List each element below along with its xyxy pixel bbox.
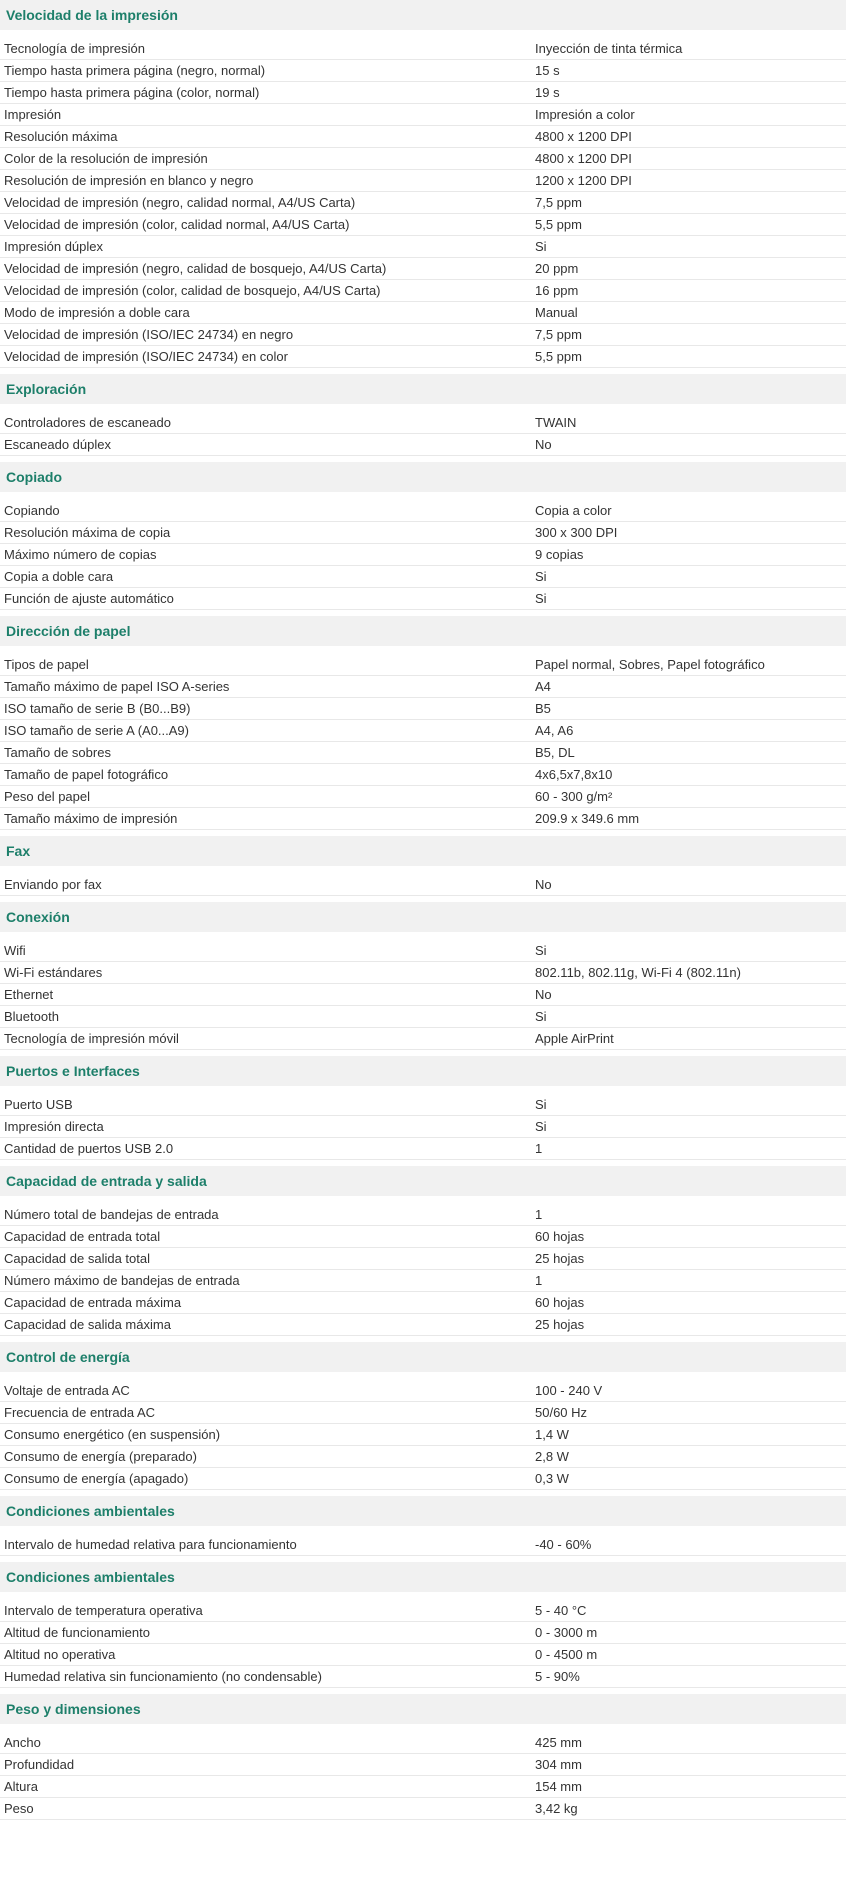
spec-section — [0, 616, 846, 836]
spec-value: 9 copias — [535, 547, 584, 562]
spec-row — [0, 412, 846, 434]
spec-row — [0, 1644, 846, 1666]
spec-row — [0, 654, 846, 676]
spec-value: 1 — [535, 1273, 543, 1288]
spec-row — [0, 764, 846, 786]
spec-value: 209.9 x 349.6 mm — [535, 811, 640, 826]
spec-row — [0, 588, 846, 610]
spec-value: 16 ppm — [535, 283, 579, 298]
spec-label: Resolución de impresión en blanco y negro — [4, 173, 254, 188]
spec-row — [0, 1292, 846, 1314]
spec-label: Humedad relativa sin funcionamiento (no condensable) — [4, 1669, 322, 1684]
spec-value: 4800 x 1200 DPI — [535, 151, 632, 166]
spec-label: Capacidad de salida total — [4, 1251, 150, 1266]
spec-row — [0, 1446, 846, 1468]
spec-row — [0, 192, 846, 214]
section-spacer — [0, 932, 846, 940]
spec-value: 100 - 240 V — [535, 1383, 603, 1398]
spec-label: Copia a doble cara — [4, 569, 114, 584]
spec-row — [0, 1028, 846, 1050]
spec-value: 0 - 3000 m — [535, 1625, 598, 1640]
spec-label: Intervalo de humedad relativa para funcionamiento — [4, 1537, 297, 1552]
spec-value: 3,42 kg — [535, 1801, 578, 1816]
spec-label: Wifi — [4, 943, 26, 958]
spec-label: Número máximo de bandejas de entrada — [4, 1273, 240, 1288]
spec-value: 50/60 Hz — [535, 1405, 588, 1420]
spec-row — [0, 346, 846, 368]
spec-value: 5 - 40 °C — [535, 1603, 587, 1618]
spec-label: Copiando — [4, 503, 60, 518]
section-title: Fax — [0, 836, 846, 866]
spec-value: Si — [535, 1119, 547, 1134]
section-spacer — [0, 492, 846, 500]
spec-value: 60 hojas — [535, 1229, 585, 1244]
spec-value: 60 hojas — [535, 1295, 585, 1310]
spec-label: Cantidad de puertos USB 2.0 — [4, 1141, 174, 1156]
spec-value: 304 mm — [535, 1757, 582, 1772]
section-spacer — [0, 1372, 846, 1380]
spec-label: Altitud de funcionamiento — [4, 1625, 150, 1640]
spec-row — [0, 104, 846, 126]
spec-label: Controladores de escaneado — [4, 415, 171, 430]
spec-label: ISO tamaño de serie A (A0...A9) — [4, 723, 189, 738]
spec-value: No — [535, 877, 552, 892]
spec-section — [0, 902, 846, 1056]
spec-value: TWAIN — [535, 415, 577, 430]
spec-section — [0, 1694, 846, 1826]
spec-row — [0, 698, 846, 720]
spec-value: No — [535, 437, 552, 452]
spec-label: Velocidad de impresión (negro, calidad de bosquejo, A4/US Carta) — [4, 261, 387, 276]
spec-value: Papel normal, Sobres, Papel fotográfico — [535, 657, 765, 672]
spec-label: Capacidad de salida máxima — [4, 1317, 171, 1332]
spec-value: 1 — [535, 1141, 543, 1156]
spec-value: 5 - 90% — [535, 1669, 580, 1684]
spec-row — [0, 1732, 846, 1754]
spec-value: 0 - 4500 m — [535, 1647, 598, 1662]
section-spacer — [0, 646, 846, 654]
spec-row — [0, 676, 846, 698]
spec-label: Tiempo hasta primera página (negro, normal) — [4, 63, 266, 78]
spec-value: Si — [535, 591, 547, 606]
spec-label: Velocidad de impresión (negro, calidad normal, A4/US Carta) — [4, 195, 356, 210]
section-title: Dirección de papel — [0, 616, 846, 646]
section-spacer — [0, 1724, 846, 1732]
spec-value: 7,5 ppm — [535, 327, 582, 342]
spec-label: Intervalo de temperatura operativa — [4, 1603, 203, 1618]
spec-label: Impresión dúplex — [4, 239, 103, 254]
spec-value: Si — [535, 943, 547, 958]
section-title: Copiado — [0, 462, 846, 492]
section-title: Capacidad de entrada y salida — [0, 1166, 846, 1196]
spec-row — [0, 214, 846, 236]
spec-row — [0, 1424, 846, 1446]
section-title: Exploración — [0, 374, 846, 404]
spec-row — [0, 280, 846, 302]
spec-label: Ethernet — [4, 987, 54, 1002]
spec-row — [0, 1094, 846, 1116]
spec-value: 25 hojas — [535, 1251, 585, 1266]
section-title: Conexión — [0, 902, 846, 932]
spec-section — [0, 1342, 846, 1496]
spec-value: Si — [535, 1097, 547, 1112]
spec-label: Velocidad de impresión (ISO/IEC 24734) en color — [4, 349, 288, 364]
spec-row — [0, 1622, 846, 1644]
section-title: Condiciones ambientales — [0, 1562, 846, 1592]
spec-label: Tamaño de sobres — [4, 745, 111, 760]
spec-value: Impresión a color — [535, 107, 635, 122]
spec-label: Altitud no operativa — [4, 1647, 116, 1662]
spec-row — [0, 38, 846, 60]
spec-label: Puerto USB — [4, 1097, 73, 1112]
spec-value: 15 s — [535, 63, 560, 78]
spec-label: Ancho — [4, 1735, 41, 1750]
spec-label: Función de ajuste automático — [4, 591, 174, 606]
spec-label: Capacidad de entrada máxima — [4, 1295, 182, 1310]
spec-label: Peso — [4, 1801, 34, 1816]
spec-row — [0, 1226, 846, 1248]
spec-section — [0, 1166, 846, 1342]
spec-row — [0, 82, 846, 104]
spec-row — [0, 236, 846, 258]
spec-label: Tipos de papel — [4, 657, 89, 672]
spec-value: No — [535, 987, 552, 1002]
spec-label: Impresión — [4, 107, 62, 122]
section-title: Control de energía — [0, 1342, 846, 1372]
section-spacer — [0, 404, 846, 412]
spec-value: 60 - 300 g/m² — [535, 789, 613, 804]
spec-value: Inyección de tinta térmica — [535, 41, 683, 56]
spec-section — [0, 374, 846, 462]
spec-row — [0, 126, 846, 148]
spec-value: 7,5 ppm — [535, 195, 582, 210]
spec-value: Si — [535, 569, 547, 584]
spec-label: Consumo de energía (apagado) — [4, 1471, 189, 1486]
section-spacer — [0, 1196, 846, 1204]
spec-label: Altura — [4, 1779, 38, 1794]
spec-label: Voltaje de entrada AC — [4, 1383, 130, 1398]
spec-label: Enviando por fax — [4, 877, 102, 892]
spec-section — [0, 1056, 846, 1166]
spec-value: 154 mm — [535, 1779, 582, 1794]
spec-value: Si — [535, 239, 547, 254]
spec-section — [0, 1496, 846, 1562]
spec-label: Frecuencia de entrada AC — [4, 1405, 156, 1420]
spec-label: Consumo de energía (preparado) — [4, 1449, 197, 1464]
spec-label: Impresión directa — [4, 1119, 104, 1134]
spec-label: Profundidad — [4, 1757, 75, 1772]
spec-value: A4, A6 — [535, 723, 574, 738]
spec-section — [0, 836, 846, 902]
section-gap — [0, 1820, 846, 1826]
section-spacer — [0, 866, 846, 874]
spec-value: 802.11b, 802.11g, Wi-Fi 4 (802.11n) — [535, 965, 741, 980]
spec-label: ISO tamaño de serie B (B0...B9) — [4, 701, 191, 716]
spec-label: Tiempo hasta primera página (color, normal) — [4, 85, 260, 100]
spec-row — [0, 302, 846, 324]
spec-row — [0, 1666, 846, 1688]
section-title: Puertos e Interfaces — [0, 1056, 846, 1086]
spec-row — [0, 434, 846, 456]
spec-label: Peso del papel — [4, 789, 91, 804]
spec-value: 425 mm — [535, 1735, 582, 1750]
spec-label: Modo de impresión a doble cara — [4, 305, 190, 320]
spec-row — [0, 1380, 846, 1402]
spec-label: Consumo energético (en suspensión) — [4, 1427, 221, 1442]
spec-row — [0, 1006, 846, 1028]
spec-row — [0, 808, 846, 830]
section-title: Velocidad de la impresión — [0, 0, 846, 30]
spec-label: Color de la resolución de impresión — [4, 151, 208, 166]
spec-row — [0, 984, 846, 1006]
spec-row — [0, 1600, 846, 1622]
spec-row — [0, 1776, 846, 1798]
spec-value: 4x6,5x7,8x10 — [535, 767, 613, 782]
spec-label: Resolución máxima de copia — [4, 525, 171, 540]
spec-value: A4 — [535, 679, 551, 694]
spec-value: 300 x 300 DPI — [535, 525, 618, 540]
spec-row — [0, 720, 846, 742]
spec-row — [0, 1402, 846, 1424]
spec-label: Tecnología de impresión — [4, 41, 145, 56]
spec-section — [0, 0, 846, 374]
spec-label: Resolución máxima — [4, 129, 118, 144]
section-title: Condiciones ambientales — [0, 1496, 846, 1526]
spec-row — [0, 1116, 846, 1138]
spec-row — [0, 324, 846, 346]
spec-value: 5,5 ppm — [535, 349, 582, 364]
spec-row — [0, 258, 846, 280]
spec-value: 4800 x 1200 DPI — [535, 129, 632, 144]
spec-value: 2,8 W — [535, 1449, 569, 1464]
spec-label: Velocidad de impresión (color, calidad normal, A4/US Carta) — [4, 217, 350, 232]
spec-label: Número total de bandejas de entrada — [4, 1207, 219, 1222]
section-title: Peso y dimensiones — [0, 1694, 846, 1724]
spec-label: Bluetooth — [4, 1009, 59, 1024]
spec-label: Tamaño máximo de impresión — [4, 811, 178, 826]
section-spacer — [0, 1526, 846, 1534]
spec-value: 1200 x 1200 DPI — [535, 173, 632, 188]
spec-row — [0, 60, 846, 82]
spec-value: 25 hojas — [535, 1317, 585, 1332]
spec-value: B5, DL — [535, 745, 575, 760]
spec-row — [0, 742, 846, 764]
spec-label: Tamaño máximo de papel ISO A-series — [4, 679, 230, 694]
spec-label: Tecnología de impresión móvil — [4, 1031, 179, 1046]
spec-label: Escaneado dúplex — [4, 437, 111, 452]
spec-label: Tamaño de papel fotográfico — [4, 767, 169, 782]
spec-row — [0, 940, 846, 962]
spec-value: -40 - 60% — [535, 1537, 592, 1552]
spec-row — [0, 500, 846, 522]
spec-row — [0, 1468, 846, 1490]
section-spacer — [0, 30, 846, 38]
spec-row — [0, 962, 846, 984]
spec-value: B5 — [535, 701, 551, 716]
spec-row — [0, 566, 846, 588]
spec-label: Máximo número de copias — [4, 547, 157, 562]
spec-value: Manual — [535, 305, 578, 320]
spec-row — [0, 1314, 846, 1336]
spec-value: 0,3 W — [535, 1471, 569, 1486]
spec-label: Capacidad de entrada total — [4, 1229, 161, 1244]
section-spacer — [0, 1086, 846, 1094]
spec-row — [0, 1798, 846, 1820]
spec-row — [0, 1138, 846, 1160]
spec-value: Copia a color — [535, 503, 612, 518]
spec-row — [0, 544, 846, 566]
spec-value: 1,4 W — [535, 1427, 569, 1442]
spec-row — [0, 1248, 846, 1270]
spec-section — [0, 462, 846, 616]
spec-row — [0, 148, 846, 170]
spec-row — [0, 1534, 846, 1556]
spec-value: Apple AirPrint — [535, 1031, 614, 1046]
spec-row — [0, 1754, 846, 1776]
spec-label: Wi-Fi estándares — [4, 965, 103, 980]
spec-value: 1 — [535, 1207, 543, 1222]
spec-value: 20 ppm — [535, 261, 579, 276]
spec-row — [0, 1270, 846, 1292]
spec-row — [0, 1204, 846, 1226]
section-spacer — [0, 1592, 846, 1600]
spec-row — [0, 874, 846, 896]
spec-row — [0, 786, 846, 808]
spec-row — [0, 522, 846, 544]
spec-value: 19 s — [535, 85, 560, 100]
spec-value: Si — [535, 1009, 547, 1024]
spec-value: 5,5 ppm — [535, 217, 582, 232]
spec-label: Velocidad de impresión (color, calidad de bosquejo, A4/US Carta) — [4, 283, 381, 298]
spec-section — [0, 1562, 846, 1694]
spec-label: Velocidad de impresión (ISO/IEC 24734) en negro — [4, 327, 294, 342]
spec-row — [0, 170, 846, 192]
